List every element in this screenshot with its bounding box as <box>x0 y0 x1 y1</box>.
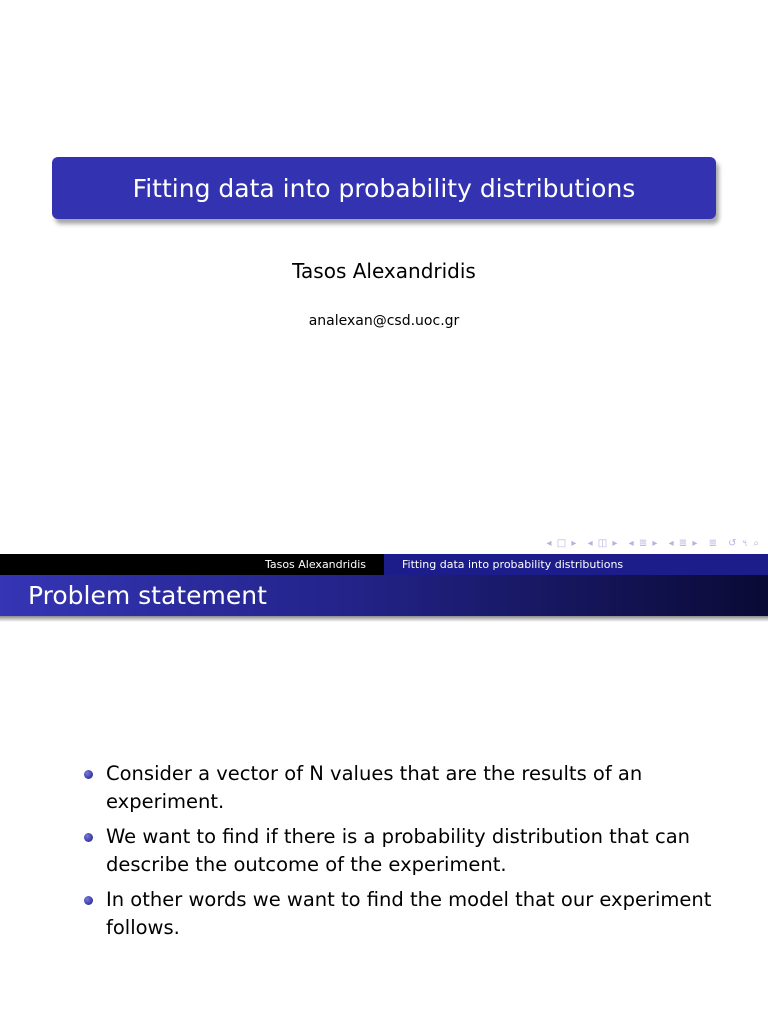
frame-title: Problem statement <box>28 581 267 610</box>
list-item <box>84 886 724 942</box>
bullet-dot-icon <box>84 770 93 779</box>
presentation-title: Fitting data into probability distributions <box>132 173 636 203</box>
headline-author: Tasos Alexandridis <box>264 558 366 571</box>
nav-document-icon[interactable]: ◂ ≣ ▸ <box>668 538 699 549</box>
nav-frame-icon[interactable]: ◂ □ ▸ <box>546 538 578 549</box>
presentation-title-box <box>52 157 716 219</box>
frame-title-shadow <box>0 616 768 622</box>
nav-search-back-icon[interactable]: ↺ ৭ ⌕ <box>728 538 760 549</box>
nav-section-icon[interactable]: ◂ ≣ ▸ <box>628 538 659 549</box>
problem-statement-slide <box>0 554 768 1024</box>
bullet-text: We want to find if there is a probability distribution that can describe the outcome of the experiment. <box>106 825 691 876</box>
headline-title-cell <box>384 554 768 575</box>
nav-outline-icon[interactable]: ≣ <box>708 538 718 549</box>
bullet-list <box>84 760 724 949</box>
frame-title-bar <box>0 575 768 616</box>
bullet-text: In other words we want to find the model that our experiment follows. <box>106 888 712 939</box>
list-item <box>84 760 724 816</box>
list-item <box>84 823 724 879</box>
headline-title: Fitting data into probability distributions <box>402 558 624 571</box>
author-email: analexan@csd.uoc.gr <box>308 313 460 329</box>
nav-subsection-icon[interactable]: ◂ ◫ ▸ <box>587 538 619 549</box>
bullet-dot-icon <box>84 896 93 905</box>
beamer-navigation-bar[interactable] <box>541 536 760 553</box>
slide-headline-bar <box>0 554 768 575</box>
headline-author-cell <box>0 554 384 575</box>
bullet-text: Consider a vector of N values that are the results of an experiment. <box>106 762 643 813</box>
bullet-dot-icon <box>84 833 93 842</box>
author-name: Tasos Alexandridis <box>292 259 476 283</box>
